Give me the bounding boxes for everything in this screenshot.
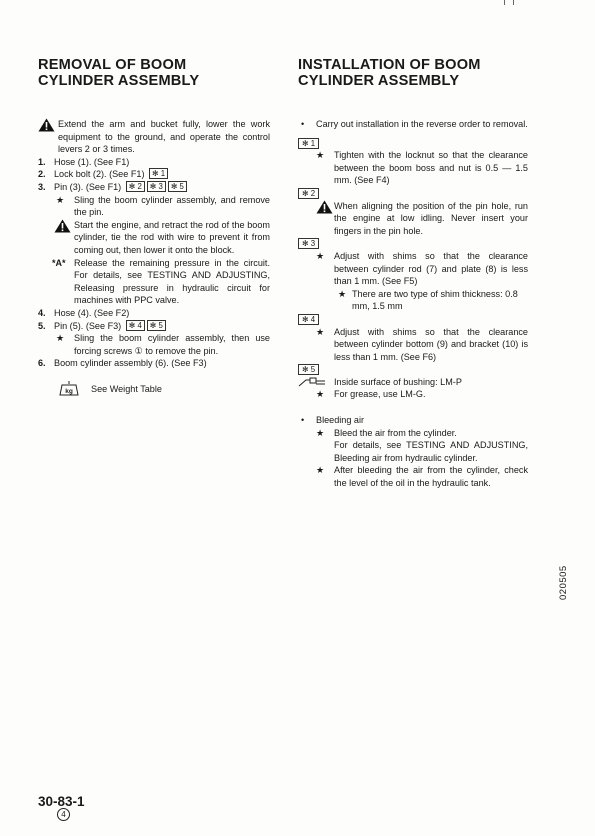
installation-section [298,58,528,490]
installation-intro [298,118,528,131]
star-icon: ★ [316,326,325,337]
note-5-text: For grease, use LM-G. [334,389,426,400]
star-icon: ★ [56,194,65,205]
step-3-warning [38,219,270,257]
note-2-warning [298,200,528,238]
removal-section [38,58,270,395]
note-2 [298,187,528,237]
installation-title-line1: INSTALLATION OF BOOM [298,57,481,73]
bleeding-air-step-1 [298,427,528,465]
star-icon: ★ [316,150,325,161]
warning-icon [38,118,55,132]
note-ref-label: ✻ 3 [298,238,319,249]
step-text: Hose (1). (See F1) [54,156,130,167]
installation-title [298,58,528,89]
step-6 [38,357,270,370]
removal-intro-warning [38,118,270,156]
step-2 [38,168,270,181]
warning-icon [316,200,333,214]
step-number: 6. [38,358,46,369]
note-3-sub-text: There are two type of shim thickness: 0.8 mm, 1.5 mm [352,288,518,312]
note-4-text: Adjust with shims so that the clearance between cylinder bottom (9) and bracket (10) is less than 1 mm. (See F6) [334,326,528,362]
note-5-star [298,388,528,401]
note-1 [298,137,528,187]
step-3-warning-text: Start the engine, and retract the rod of the boom cylinder, tie the rod with wire to prevent it from coming out, then lower it onto the block. [74,219,270,255]
weight-icon [56,380,82,396]
step-5-note-text: Sling the boom cylinder assembly, then use forcing screws ① to remove the pin. [74,333,270,356]
step-text: Boom cylinder assembly (6). (See F3) [54,358,207,369]
bleeding-air-step-2-text: After bleeding the air from the cylinder, check the level of the oil in the hydraulic tank. [334,465,528,489]
star-icon: ★ [316,427,325,438]
star-icon: ★ [338,288,347,299]
note-5-grease-text: Inside surface of bushing: LM-P [334,376,462,387]
weight-note-text: See Weight Table [91,383,162,394]
note-5 [298,363,528,401]
step-number: 3. [38,181,46,192]
note-3-text: Adjust with shims so that the clearance between cylinder rod (7) and plate (8) is less than 1 mm. (See F5) [334,250,528,287]
note-ref: ✻ 2 [126,181,145,192]
note-4 [298,313,528,363]
note-3 [298,237,528,313]
step-3 [38,181,270,194]
star-icon: ★ [316,465,325,476]
note-ref: ✻ 1 [149,168,168,179]
note-2-text: When aligning the position of the pin hole, run the engine at low idling. Never insert your fingers in the pin hole. [334,200,528,236]
page-number: 30-83-1 [38,794,85,809]
star-icon: ★ [56,333,65,344]
step-1 [38,156,270,169]
note-5-grease [298,376,528,389]
grease-gun-icon [298,377,326,387]
removal-intro-text: Extend the arm and bucket fully, lower the work equipment to the ground, and operate the control levers 2 or 3 times. [58,119,270,155]
step-number: 5. [38,320,46,331]
pressure-release-icon: *A* [52,257,66,268]
note-1-star [298,149,528,187]
installation-intro-text: Carry out installation in the reverse order to removal. [316,119,528,129]
note-3-star [298,250,528,288]
bleeding-air-step-2 [298,464,528,489]
page-edge-tick [504,0,505,5]
bullet-icon: • [301,119,305,129]
note-3-sub [298,288,528,313]
installation-title-line2: CYLINDER ASSEMBLY [298,72,460,89]
bleeding-air-step-1-text: Bleed the air from the cylinder. [334,427,457,438]
bleeding-air [298,414,528,427]
step-number: 1. [38,156,46,167]
step-3-note-text: Sling the boom cylinder assembly, and remove the pin. [74,194,270,218]
document-code: 020505 [558,565,569,600]
revision-mark: 4 [57,808,70,821]
star-icon: ★ [316,389,325,400]
bleeding-air-step-1-detail: For details, see TESTING AND ADJUSTING, Bleeding air from hydraulic cylinder. [334,440,528,463]
page-edge-tick [513,0,514,5]
removal-title-line1: REMOVAL OF BOOM [38,57,187,73]
step-3-note [38,194,270,219]
step-4 [38,307,270,320]
bleeding-air-title: Bleeding air [316,415,365,426]
note-4-star [298,326,528,364]
step-number: 2. [38,169,46,180]
warning-icon [54,219,71,233]
note-ref: ✻ 5 [147,320,166,331]
note-ref: ✻ 4 [126,320,145,331]
note-ref: ✻ 3 [147,181,166,192]
step-text: Pin (3). (See F1) [54,181,122,192]
step-text: Lock bolt (2). (See F1) [54,169,145,180]
bullet-icon: • [301,415,305,426]
removal-title [38,58,270,89]
star-icon: ★ [316,250,325,261]
note-1-text: Tighten with the locknut so that the clearance between the boom boss and nut is 0.5 — 1.5 mm. (See F4) [334,150,528,186]
step-5-note [38,332,270,357]
note-ref: ✻ 5 [168,181,187,192]
note-ref-label: ✻ 2 [298,188,319,199]
weight-note [38,383,270,396]
step-text: Pin (5). (See F3) [54,320,122,331]
step-text: Hose (4). (See F2) [54,307,130,318]
weight-icon-label: kg [65,387,73,395]
note-ref-label: ✻ 1 [298,138,319,149]
note-ref-label: ✻ 5 [298,364,319,375]
note-ref-label: ✻ 4 [298,314,319,325]
removal-title-line2: CYLINDER ASSEMBLY [38,72,200,89]
step-5 [38,320,270,333]
step-number: 4. [38,307,46,318]
step-3-release-text: Release the remaining pressure in the circuit. For details, see TESTING AND ADJUSTING, Releasing pressure in hydraulic circuit for machines with PPC valve. [74,257,270,306]
step-3-pressure-release [38,257,270,307]
